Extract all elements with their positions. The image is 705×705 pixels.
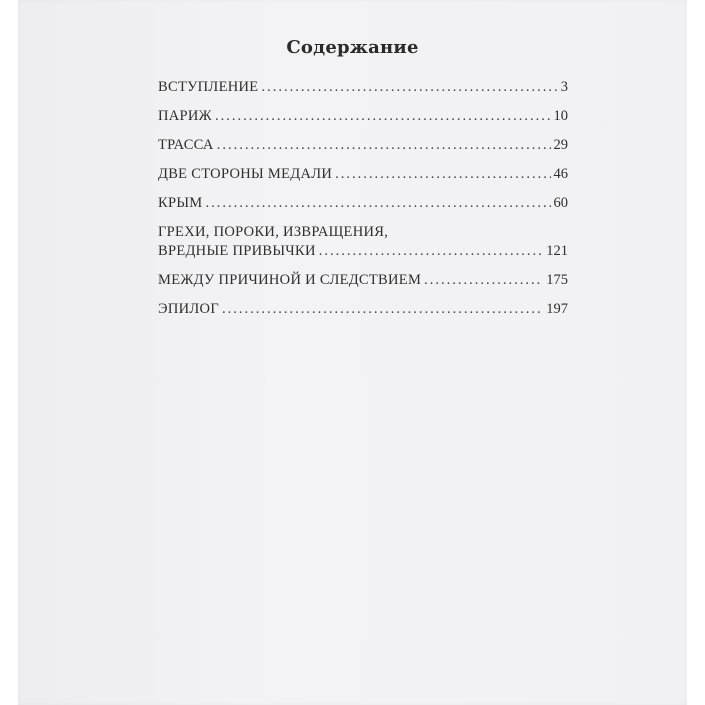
toc-entry-two-sides (158, 165, 568, 184)
dot-leader (424, 271, 543, 290)
toc-entry-label: ДВЕ СТОРОНЫ МЕДАЛИ (158, 166, 333, 182)
toc-entry-page: 29 (553, 137, 568, 153)
toc-entry-page: 46 (553, 166, 568, 182)
dot-leader (319, 242, 543, 261)
toc-entry-cause-effect (158, 271, 568, 290)
dot-leader (222, 300, 543, 319)
toc-entry-label: ВСТУПЛЕНИЕ (158, 79, 259, 95)
dot-leader (217, 136, 551, 155)
table-of-contents (158, 78, 568, 329)
dot-leader (261, 78, 557, 97)
toc-entry-label-line2: ВРЕДНЫЕ ПРИВЫЧКИ (158, 243, 316, 259)
toc-entry-paris (158, 107, 568, 126)
toc-entry-label: КРЫМ (158, 195, 203, 211)
toc-entry-page: 197 (546, 301, 568, 317)
toc-entry-page: 175 (546, 272, 568, 288)
toc-entry-label-line1: ГРЕХИ, ПОРОКИ, ИЗВРАЩЕНИЯ, (158, 224, 389, 240)
dot-leader (215, 107, 551, 126)
toc-entry-page: 3 (560, 79, 568, 95)
toc-entry-label: ТРАССА (158, 137, 214, 153)
page-title: Содержание (286, 37, 419, 58)
toc-entry-route (158, 136, 568, 155)
toc-entry-label: МЕЖДУ ПРИЧИНОЙ И СЛЕДСТВИЕМ (158, 272, 422, 288)
toc-entry-page: 10 (553, 108, 568, 124)
toc-entry-epilogue (158, 300, 568, 319)
toc-entry-crimea (158, 194, 568, 213)
book-page (18, 0, 687, 705)
toc-entry-label: ЭПИЛОГ (158, 301, 220, 317)
toc-entry-page: 60 (553, 195, 568, 211)
toc-entry-intro (158, 78, 568, 97)
toc-entry-sins (158, 223, 568, 261)
dot-leader (335, 165, 550, 184)
dot-leader (205, 194, 550, 213)
toc-entry-page: 121 (546, 243, 568, 259)
toc-entry-label: ПАРИЖ (158, 108, 212, 124)
